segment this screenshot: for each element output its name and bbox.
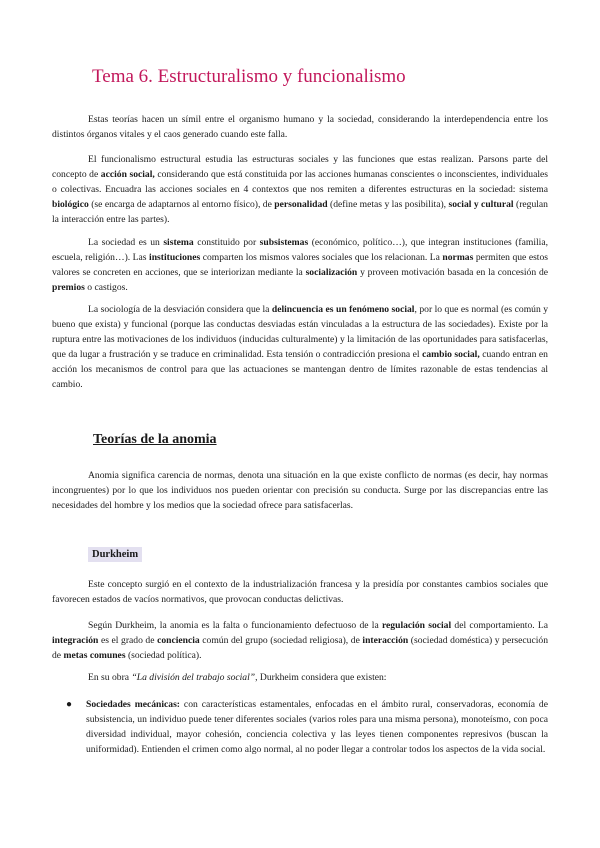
bold-term-biologico: biológico <box>52 199 89 210</box>
text-run: La sociología de la desviación considera que la <box>88 304 272 315</box>
bold-term-cambio-social: cambio social, <box>422 349 480 360</box>
bold-term-sociedades-mecanicas: Sociedades mecánicas: <box>86 699 180 710</box>
bullet-list-item <box>66 697 548 757</box>
deviation-paragraph <box>52 302 548 392</box>
paragraph-text: Anomia significa carencia de normas, denota una situación en la que existe conflicto de normas (es decir, hay normas incongruentes) por lo que los individuos nos pueden orientar con precisión su conducta. Surge por las discrepancias entre las necesidades del hombre y los medios que la sociedad ofrece para satisfacerlas. <box>52 470 548 511</box>
bold-term-subsistemas: subsistemas <box>259 237 309 248</box>
system-paragraph <box>52 235 548 295</box>
text-run: (regulan la interacción entre las partes). <box>52 199 548 225</box>
paragraph-text: Estas teorías hacen un símil entre el organismo humano y la sociedad, considerando la interdependencia entre los distintos órganos vitales y el caos generado cuando este falla. <box>52 114 548 140</box>
text-run: , Durkheim considera que existen: <box>255 672 387 683</box>
page-title: Tema 6. Estructuralismo y funcionalismo <box>92 66 406 87</box>
bold-term-interaccion: interacción <box>362 635 409 646</box>
text-run: El funcionalismo estructural estudia las estructuras sociales y las funciones que estas realizan. Parsons parte del concepto de <box>52 154 548 180</box>
text-run: (define metas y las posibilita), <box>327 199 449 210</box>
durkheim-definition-paragraph <box>52 618 548 663</box>
bold-term-premios: premios <box>52 282 85 293</box>
bold-term-integracion: integración <box>52 635 99 646</box>
functionalism-paragraph <box>52 152 548 227</box>
text-run: y proveen motivación basada en la concesión de <box>357 267 549 278</box>
text-run: con características estamentales, enfocadas en el ámbito rural, conservadoras, economía de subsistencia, un individuo puede tener diferentes sociales (varios roles para una misma persona), monoteísmo, con poca diversidad individual, mayor cohesión, conciencia colectiva y las leyes tienen componentes represivos (buscan la uniformidad). Entienden el crimen como algo normal, al no poder llegar a controlar todos los aspectos de la vida social. <box>86 699 548 755</box>
text-run: En su obra <box>88 672 132 683</box>
bold-term-socializacion: socialización <box>305 267 358 278</box>
text-run: La sociedad es un <box>88 237 164 248</box>
text-run: es el grado de <box>98 635 158 646</box>
text-run: (económico, político…), que integran instituciones (familia, escuela, religión…). Las <box>52 237 548 263</box>
text-run: (sociedad política). <box>125 650 202 661</box>
text-run: comparten los mismos valores sociales que los relacionan. La <box>200 252 443 263</box>
text-run: (sociedad doméstica) y persecución de <box>52 635 548 661</box>
bold-term-instituciones: instituciones <box>149 252 201 263</box>
paragraph-text: Este concepto surgió en el contexto de la industrialización francesa y la presidía por constantes cambios sociales que favorecen estados de vacíos normativos, que provocan conductas delictivas. <box>52 579 548 605</box>
bold-term-social-cultural: social y cultural <box>448 199 514 210</box>
text-run: cuando entran en acción los mecanismos de control para que las actuaciones se mantengan dentro de límites razonable de estas tendencias al cambio. <box>52 349 548 390</box>
text-run: constituido por <box>193 237 260 248</box>
bold-term-accion-social: acción social, <box>100 169 155 180</box>
text-run: considerando que está constituida por las acciones humanas conscientes o inconscientes, individuales o colectivas. Encuadra las acciones sociales en 4 contextos que nos remiten a diferentes estructuras en la sociedad: sistema <box>52 169 548 195</box>
text-run: común del grupo (sociedad religiosa), de <box>199 635 363 646</box>
bold-term-delincuencia: delincuencia es un fenómeno social <box>271 304 415 315</box>
text-run: permiten que estos valores se concreten en acciones, que se interiorizan mediante la <box>52 252 549 278</box>
section-heading-anomia: Teorías de la anomia <box>93 432 217 447</box>
text-run: , por lo que es normal (es común y bueno que exista) y funcional (porque las conductas desviadas están vinculadas a la estructura de las sociedades). Existe por la ruptura entre las motivaciones de los individuos (inducidas culturalmente) y la limitación de las oportunidades para satisfacerlas, que da lugar a frustración y se traduce en criminalidad. Esta tensión o contradicción presiona el <box>52 304 549 360</box>
subsection-heading-durkheim: Durkheim <box>88 547 142 562</box>
industrialization-paragraph <box>52 577 548 607</box>
bullet-icon: ● <box>66 699 73 710</box>
italic-book-title: “La división del trabajo social” <box>131 672 256 683</box>
text-run: o castigos. <box>84 282 128 293</box>
anomia-paragraph <box>52 468 548 513</box>
bold-term-personalidad: personalidad <box>274 199 328 210</box>
text-run: (se encarga de adaptarnos al entorno físico), de <box>88 199 275 210</box>
division-trabajo-paragraph <box>52 670 548 685</box>
text-run: del comportamiento. La <box>451 620 549 631</box>
bold-term-normas: normas <box>442 252 474 263</box>
text-run: Según Durkheim, la anomia es la falta o funcionamiento defectuoso de la <box>88 620 382 631</box>
bold-term-sistema: sistema <box>163 237 194 248</box>
intro-paragraph <box>52 112 548 142</box>
bold-term-conciencia: conciencia <box>157 635 200 646</box>
bold-term-regulacion-social: regulación social <box>381 620 452 631</box>
bold-term-metas-comunes: metas comunes <box>63 650 126 661</box>
